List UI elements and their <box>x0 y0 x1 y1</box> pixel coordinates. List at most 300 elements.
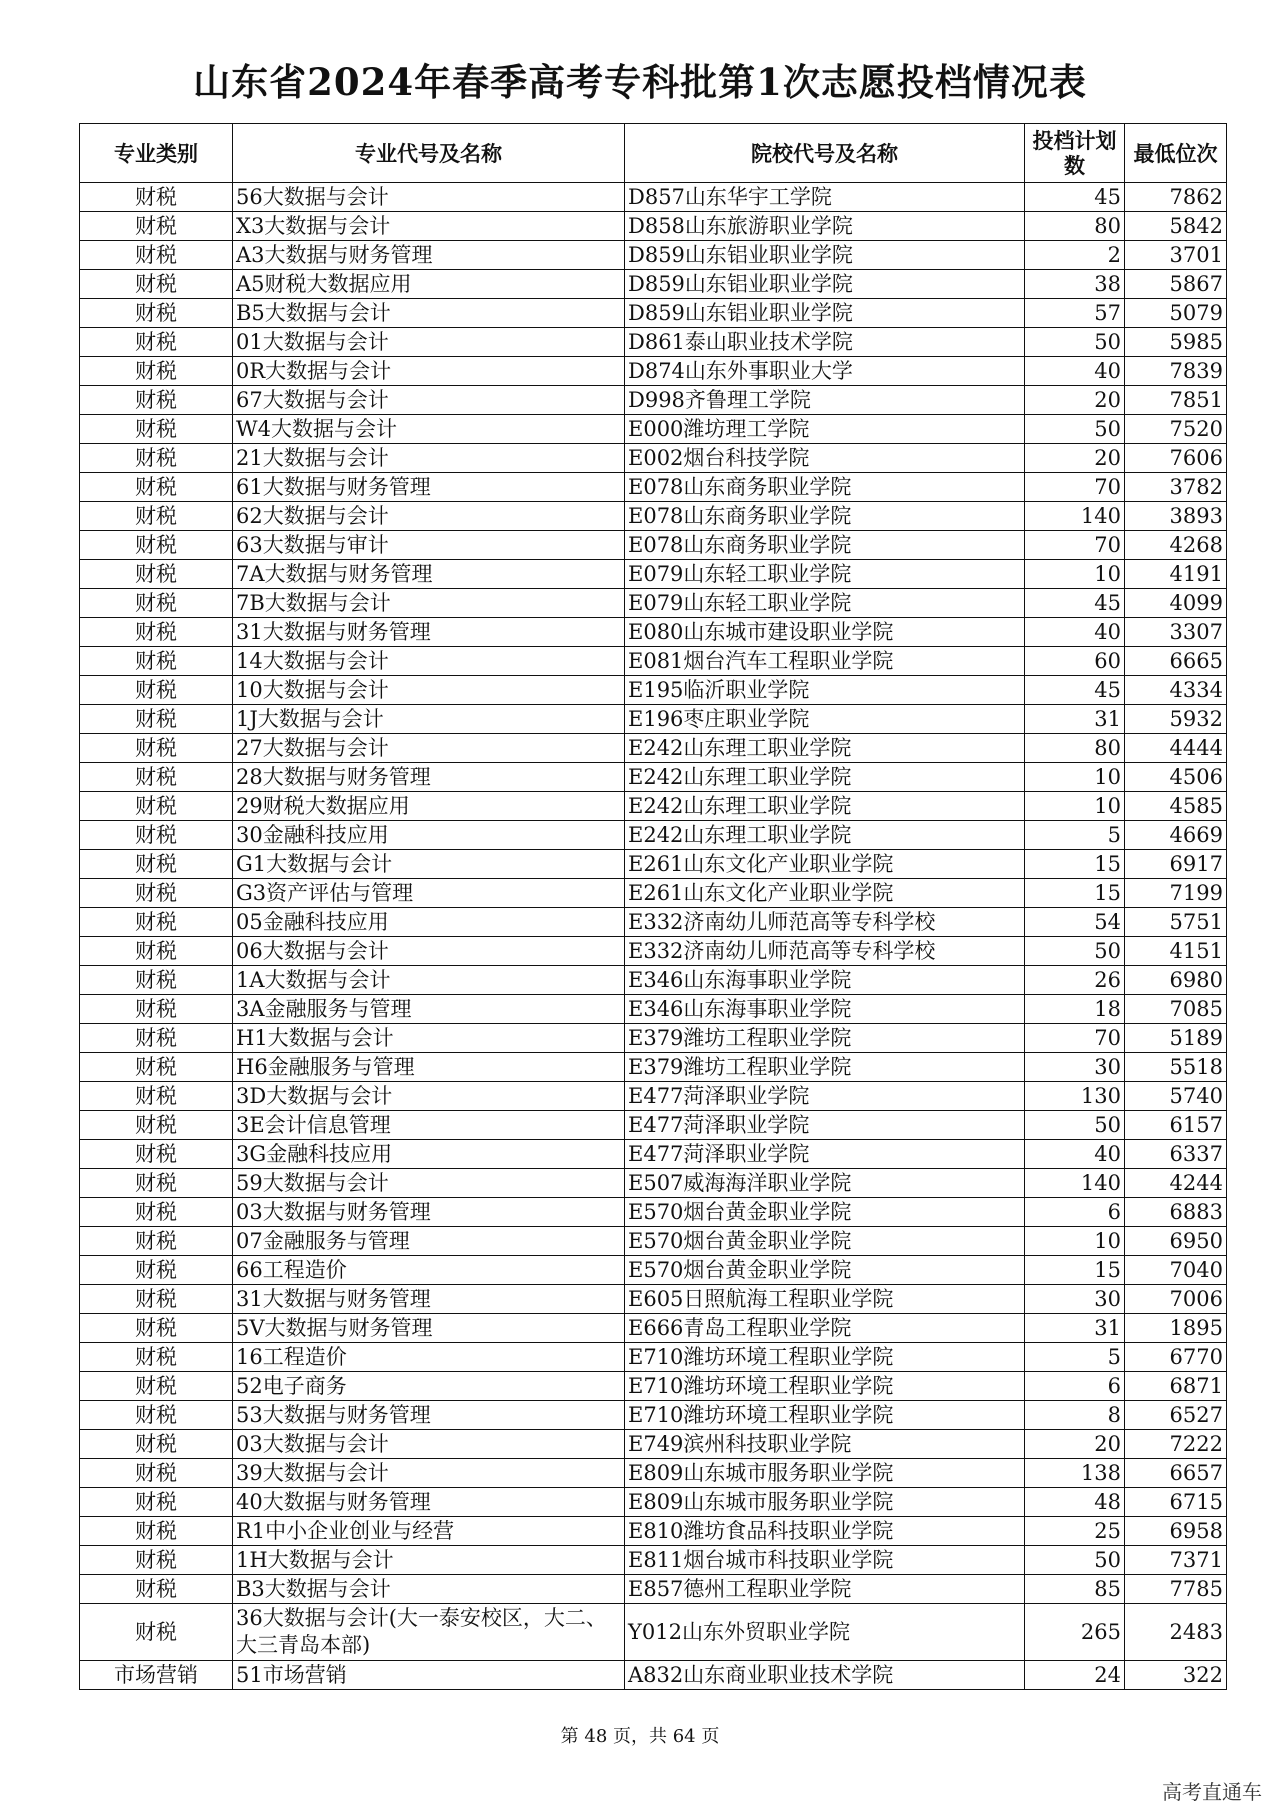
cell-min-rank: 7606 <box>1125 444 1227 473</box>
table-row <box>80 1140 1227 1169</box>
cell-school: E081烟台汽车工程职业学院 <box>625 647 1025 676</box>
cell-major: 52电子商务 <box>233 1372 625 1401</box>
cell-major: 61大数据与财务管理 <box>233 473 625 502</box>
cell-min-rank: 322 <box>1125 1661 1227 1690</box>
cell-category: 财税 <box>80 502 233 531</box>
cell-school: D859山东铝业职业学院 <box>625 299 1025 328</box>
cell-school: D859山东铝业职业学院 <box>625 270 1025 299</box>
cell-school: E242山东理工职业学院 <box>625 792 1025 821</box>
cell-school: E000潍坊理工学院 <box>625 415 1025 444</box>
cell-major: 62大数据与会计 <box>233 502 625 531</box>
table-row <box>80 444 1227 473</box>
cell-school: E080山东城市建设职业学院 <box>625 618 1025 647</box>
cell-category: 财税 <box>80 763 233 792</box>
cell-category: 财税 <box>80 1430 233 1459</box>
cell-major: 3D大数据与会计 <box>233 1082 625 1111</box>
cell-plan: 57 <box>1025 299 1125 328</box>
table-row <box>80 328 1227 357</box>
cell-min-rank: 7085 <box>1125 995 1227 1024</box>
cell-school: E078山东商务职业学院 <box>625 502 1025 531</box>
cell-plan: 6 <box>1025 1372 1125 1401</box>
table-row <box>80 1285 1227 1314</box>
table-row <box>80 995 1227 1024</box>
cell-category: 财税 <box>80 850 233 879</box>
cell-major: 66工程造价 <box>233 1256 625 1285</box>
cell-category: 财税 <box>80 357 233 386</box>
cell-category: 财税 <box>80 908 233 937</box>
cell-school: E605日照航海工程职业学院 <box>625 1285 1025 1314</box>
table-row <box>80 473 1227 502</box>
table-row <box>80 1488 1227 1517</box>
cell-major: 51市场营销 <box>233 1661 625 1690</box>
cell-plan: 8 <box>1025 1401 1125 1430</box>
cell-major: G1大数据与会计 <box>233 850 625 879</box>
cell-major: 3E会计信息管理 <box>233 1111 625 1140</box>
cell-min-rank: 7520 <box>1125 415 1227 444</box>
cell-school: E809山东城市服务职业学院 <box>625 1488 1025 1517</box>
cell-plan: 45 <box>1025 676 1125 705</box>
cell-min-rank: 4506 <box>1125 763 1227 792</box>
cell-category: 财税 <box>80 995 233 1024</box>
cell-category: 财税 <box>80 1343 233 1372</box>
table-row <box>80 850 1227 879</box>
admission-table <box>79 123 1227 1690</box>
table-row <box>80 908 1227 937</box>
cell-major: 3G金融科技应用 <box>233 1140 625 1169</box>
cell-min-rank: 4669 <box>1125 821 1227 850</box>
table-row <box>80 1575 1227 1604</box>
table-row <box>80 618 1227 647</box>
cell-major: 1J大数据与会计 <box>233 705 625 734</box>
cell-major: R1中小企业创业与经营 <box>233 1517 625 1546</box>
table-row <box>80 1459 1227 1488</box>
cell-major: 1H大数据与会计 <box>233 1546 625 1575</box>
cell-min-rank: 7006 <box>1125 1285 1227 1314</box>
table-row <box>80 386 1227 415</box>
cell-school: E810潍坊食品科技职业学院 <box>625 1517 1025 1546</box>
cell-min-rank: 6657 <box>1125 1459 1227 1488</box>
cell-category: 财税 <box>80 183 233 212</box>
cell-plan: 2 <box>1025 241 1125 270</box>
table-row <box>80 1604 1227 1661</box>
cell-category: 财税 <box>80 1024 233 1053</box>
cell-min-rank: 5842 <box>1125 212 1227 241</box>
cell-major: X3大数据与会计 <box>233 212 625 241</box>
cell-school: Y012山东外贸职业学院 <box>625 1604 1025 1661</box>
cell-category: 财税 <box>80 1082 233 1111</box>
table-row <box>80 589 1227 618</box>
cell-major: B3大数据与会计 <box>233 1575 625 1604</box>
header-school: 院校代号及名称 <box>625 124 1025 183</box>
cell-category: 财税 <box>80 1111 233 1140</box>
table-row <box>80 357 1227 386</box>
cell-category: 财税 <box>80 212 233 241</box>
table-row <box>80 1430 1227 1459</box>
table-row <box>80 937 1227 966</box>
cell-plan: 30 <box>1025 1053 1125 1082</box>
cell-major: 7B大数据与会计 <box>233 589 625 618</box>
cell-major: 31大数据与财务管理 <box>233 618 625 647</box>
cell-school: D998齐鲁理工学院 <box>625 386 1025 415</box>
cell-school: E332济南幼儿师范高等专科学校 <box>625 937 1025 966</box>
cell-school: E346山东海事职业学院 <box>625 995 1025 1024</box>
watermark: 高考直通车 <box>1162 1780 1262 1804</box>
cell-school: E002烟台科技学院 <box>625 444 1025 473</box>
cell-min-rank: 5740 <box>1125 1082 1227 1111</box>
cell-plan: 50 <box>1025 1546 1125 1575</box>
cell-major: B5大数据与会计 <box>233 299 625 328</box>
cell-category: 财税 <box>80 618 233 647</box>
cell-min-rank: 6917 <box>1125 850 1227 879</box>
cell-plan: 70 <box>1025 1024 1125 1053</box>
cell-category: 财税 <box>80 1401 233 1430</box>
cell-major: 03大数据与财务管理 <box>233 1198 625 1227</box>
cell-major: G3资产评估与管理 <box>233 879 625 908</box>
table-row <box>80 966 1227 995</box>
cell-min-rank: 7222 <box>1125 1430 1227 1459</box>
cell-category: 财税 <box>80 879 233 908</box>
cell-major: 10大数据与会计 <box>233 676 625 705</box>
cell-plan: 5 <box>1025 1343 1125 1372</box>
cell-min-rank: 7839 <box>1125 357 1227 386</box>
cell-plan: 80 <box>1025 212 1125 241</box>
cell-category: 财税 <box>80 1256 233 1285</box>
cell-major: 29财税大数据应用 <box>233 792 625 821</box>
table-row <box>80 1227 1227 1256</box>
cell-min-rank: 6527 <box>1125 1401 1227 1430</box>
cell-category: 财税 <box>80 241 233 270</box>
cell-min-rank: 5932 <box>1125 705 1227 734</box>
cell-school: D857山东华宇工学院 <box>625 183 1025 212</box>
header-category: 专业类别 <box>80 124 233 183</box>
cell-min-rank: 4444 <box>1125 734 1227 763</box>
cell-min-rank: 7371 <box>1125 1546 1227 1575</box>
cell-school: E507威海海洋职业学院 <box>625 1169 1025 1198</box>
cell-school: E261山东文化产业职业学院 <box>625 879 1025 908</box>
cell-min-rank: 6770 <box>1125 1343 1227 1372</box>
cell-category: 财税 <box>80 1546 233 1575</box>
cell-plan: 50 <box>1025 1111 1125 1140</box>
cell-major: 40大数据与财务管理 <box>233 1488 625 1517</box>
cell-category: 财税 <box>80 473 233 502</box>
cell-school: E857德州工程职业学院 <box>625 1575 1025 1604</box>
cell-plan: 10 <box>1025 1227 1125 1256</box>
table-row <box>80 676 1227 705</box>
cell-category: 财税 <box>80 589 233 618</box>
cell-category: 财税 <box>80 966 233 995</box>
table-row <box>80 1111 1227 1140</box>
cell-plan: 25 <box>1025 1517 1125 1546</box>
cell-plan: 10 <box>1025 560 1125 589</box>
cell-category: 财税 <box>80 1140 233 1169</box>
table-row <box>80 212 1227 241</box>
cell-min-rank: 5079 <box>1125 299 1227 328</box>
cell-plan: 130 <box>1025 1082 1125 1111</box>
cell-min-rank: 3782 <box>1125 473 1227 502</box>
cell-major: A5财税大数据应用 <box>233 270 625 299</box>
cell-category: 财税 <box>80 647 233 676</box>
cell-plan: 20 <box>1025 386 1125 415</box>
cell-category: 财税 <box>80 1517 233 1546</box>
cell-category: 财税 <box>80 821 233 850</box>
cell-plan: 10 <box>1025 763 1125 792</box>
header-plan: 投档计划数 <box>1025 124 1125 183</box>
cell-plan: 50 <box>1025 328 1125 357</box>
cell-min-rank: 3893 <box>1125 502 1227 531</box>
table-row <box>80 763 1227 792</box>
cell-plan: 60 <box>1025 647 1125 676</box>
cell-category: 财税 <box>80 1459 233 1488</box>
table-row <box>80 1546 1227 1575</box>
cell-plan: 10 <box>1025 792 1125 821</box>
cell-plan: 6 <box>1025 1198 1125 1227</box>
cell-min-rank: 5867 <box>1125 270 1227 299</box>
cell-school: E379潍坊工程职业学院 <box>625 1053 1025 1082</box>
table-row <box>80 183 1227 212</box>
cell-category: 财税 <box>80 1169 233 1198</box>
page-number: 第 48 页，共 64 页 <box>560 1726 720 1747</box>
table-row <box>80 415 1227 444</box>
cell-min-rank: 4151 <box>1125 937 1227 966</box>
cell-plan: 45 <box>1025 183 1125 212</box>
cell-school: E570烟台黄金职业学院 <box>625 1227 1025 1256</box>
cell-school: E242山东理工职业学院 <box>625 763 1025 792</box>
cell-school: A832山东商业职业技术学院 <box>625 1661 1025 1690</box>
cell-category: 财税 <box>80 1372 233 1401</box>
cell-category: 市场营销 <box>80 1661 233 1690</box>
cell-category: 财税 <box>80 1227 233 1256</box>
cell-plan: 85 <box>1025 1575 1125 1604</box>
cell-min-rank: 7851 <box>1125 386 1227 415</box>
cell-major: 0R大数据与会计 <box>233 357 625 386</box>
cell-plan: 140 <box>1025 502 1125 531</box>
cell-min-rank: 4244 <box>1125 1169 1227 1198</box>
cell-major: H6金融服务与管理 <box>233 1053 625 1082</box>
cell-school: E710潍坊环境工程职业学院 <box>625 1372 1025 1401</box>
cell-school: E261山东文化产业职业学院 <box>625 850 1025 879</box>
cell-school: E079山东轻工职业学院 <box>625 589 1025 618</box>
cell-category: 财税 <box>80 270 233 299</box>
cell-school: D861泰山职业技术学院 <box>625 328 1025 357</box>
cell-plan: 15 <box>1025 850 1125 879</box>
cell-school: E195临沂职业学院 <box>625 676 1025 705</box>
header-major: 专业代号及名称 <box>233 124 625 183</box>
cell-min-rank: 6958 <box>1125 1517 1227 1546</box>
cell-category: 财税 <box>80 1285 233 1314</box>
cell-school: E710潍坊环境工程职业学院 <box>625 1401 1025 1430</box>
cell-plan: 31 <box>1025 1314 1125 1343</box>
cell-min-rank: 6157 <box>1125 1111 1227 1140</box>
cell-category: 财税 <box>80 1198 233 1227</box>
cell-plan: 140 <box>1025 1169 1125 1198</box>
table-row <box>80 1198 1227 1227</box>
cell-major: W4大数据与会计 <box>233 415 625 444</box>
table-row <box>80 734 1227 763</box>
cell-plan: 18 <box>1025 995 1125 1024</box>
table-row <box>80 705 1227 734</box>
cell-min-rank: 7040 <box>1125 1256 1227 1285</box>
cell-category: 财税 <box>80 1314 233 1343</box>
cell-school: E242山东理工职业学院 <box>625 734 1025 763</box>
cell-category: 财税 <box>80 386 233 415</box>
cell-plan: 5 <box>1025 821 1125 850</box>
cell-school: E196枣庄职业学院 <box>625 705 1025 734</box>
cell-major: 56大数据与会计 <box>233 183 625 212</box>
cell-category: 财税 <box>80 1604 233 1661</box>
cell-category: 财税 <box>80 1488 233 1517</box>
cell-school: E379潍坊工程职业学院 <box>625 1024 1025 1053</box>
cell-min-rank: 4585 <box>1125 792 1227 821</box>
cell-school: E477菏泽职业学院 <box>625 1140 1025 1169</box>
table-row <box>80 531 1227 560</box>
cell-min-rank: 4268 <box>1125 531 1227 560</box>
cell-category: 财税 <box>80 444 233 473</box>
cell-min-rank: 4191 <box>1125 560 1227 589</box>
cell-major: 06大数据与会计 <box>233 937 625 966</box>
cell-plan: 40 <box>1025 618 1125 647</box>
cell-school: E332济南幼儿师范高等专科学校 <box>625 908 1025 937</box>
cell-plan: 40 <box>1025 357 1125 386</box>
cell-school: E078山东商务职业学院 <box>625 473 1025 502</box>
cell-major: 07金融服务与管理 <box>233 1227 625 1256</box>
cell-min-rank: 5518 <box>1125 1053 1227 1082</box>
table-row <box>80 1343 1227 1372</box>
table-row <box>80 1661 1227 1690</box>
table-row <box>80 1256 1227 1285</box>
table-row <box>80 270 1227 299</box>
cell-major: 1A大数据与会计 <box>233 966 625 995</box>
cell-major: 53大数据与财务管理 <box>233 1401 625 1430</box>
table-row <box>80 647 1227 676</box>
cell-category: 财税 <box>80 1575 233 1604</box>
cell-school: E346山东海事职业学院 <box>625 966 1025 995</box>
cell-category: 财税 <box>80 560 233 589</box>
cell-plan: 40 <box>1025 1140 1125 1169</box>
cell-min-rank: 4099 <box>1125 589 1227 618</box>
header-min-rank: 最低位次 <box>1125 124 1227 183</box>
table-row <box>80 1401 1227 1430</box>
cell-category: 财税 <box>80 792 233 821</box>
cell-category: 财税 <box>80 937 233 966</box>
cell-school: E749滨州科技职业学院 <box>625 1430 1025 1459</box>
table-row <box>80 821 1227 850</box>
cell-major: 14大数据与会计 <box>233 647 625 676</box>
table-row <box>80 560 1227 589</box>
cell-min-rank: 3701 <box>1125 241 1227 270</box>
cell-min-rank: 1895 <box>1125 1314 1227 1343</box>
table-row <box>80 1053 1227 1082</box>
cell-plan: 26 <box>1025 966 1125 995</box>
cell-school: E710潍坊环境工程职业学院 <box>625 1343 1025 1372</box>
cell-plan: 24 <box>1025 1661 1125 1690</box>
cell-category: 财税 <box>80 299 233 328</box>
table-row <box>80 299 1227 328</box>
cell-major: 28大数据与财务管理 <box>233 763 625 792</box>
cell-category: 财税 <box>80 415 233 444</box>
table-row <box>80 1314 1227 1343</box>
cell-min-rank: 6980 <box>1125 966 1227 995</box>
cell-plan: 54 <box>1025 908 1125 937</box>
cell-school: E666青岛工程职业学院 <box>625 1314 1025 1343</box>
cell-min-rank: 7199 <box>1125 879 1227 908</box>
table-row <box>80 1082 1227 1111</box>
cell-school: D874山东外事职业大学 <box>625 357 1025 386</box>
cell-min-rank: 2483 <box>1125 1604 1227 1661</box>
table-header-row <box>80 124 1227 183</box>
cell-major: 16工程造价 <box>233 1343 625 1372</box>
cell-plan: 80 <box>1025 734 1125 763</box>
cell-major: 30金融科技应用 <box>233 821 625 850</box>
cell-school: D858山东旅游职业学院 <box>625 212 1025 241</box>
cell-school: E078山东商务职业学院 <box>625 531 1025 560</box>
cell-plan: 70 <box>1025 473 1125 502</box>
cell-school: E242山东理工职业学院 <box>625 821 1025 850</box>
cell-category: 财税 <box>80 676 233 705</box>
cell-category: 财税 <box>80 734 233 763</box>
cell-min-rank: 6715 <box>1125 1488 1227 1517</box>
cell-major: 31大数据与财务管理 <box>233 1285 625 1314</box>
cell-min-rank: 5751 <box>1125 908 1227 937</box>
cell-plan: 50 <box>1025 937 1125 966</box>
cell-category: 财税 <box>80 705 233 734</box>
cell-major: H1大数据与会计 <box>233 1024 625 1053</box>
cell-major: 67大数据与会计 <box>233 386 625 415</box>
cell-major: 03大数据与会计 <box>233 1430 625 1459</box>
cell-min-rank: 7862 <box>1125 183 1227 212</box>
cell-school: D859山东铝业职业学院 <box>625 241 1025 270</box>
cell-min-rank: 6337 <box>1125 1140 1227 1169</box>
cell-major: 27大数据与会计 <box>233 734 625 763</box>
cell-major: 21大数据与会计 <box>233 444 625 473</box>
cell-min-rank: 4334 <box>1125 676 1227 705</box>
cell-plan: 38 <box>1025 270 1125 299</box>
cell-major: 7A大数据与财务管理 <box>233 560 625 589</box>
cell-plan: 50 <box>1025 415 1125 444</box>
cell-plan: 20 <box>1025 1430 1125 1459</box>
table-row <box>80 1169 1227 1198</box>
cell-major: 01大数据与会计 <box>233 328 625 357</box>
cell-school: E570烟台黄金职业学院 <box>625 1256 1025 1285</box>
cell-major: 59大数据与会计 <box>233 1169 625 1198</box>
table-row <box>80 1372 1227 1401</box>
cell-major: 5V大数据与财务管理 <box>233 1314 625 1343</box>
cell-min-rank: 5985 <box>1125 328 1227 357</box>
cell-major: 63大数据与审计 <box>233 531 625 560</box>
cell-school: E477菏泽职业学院 <box>625 1082 1025 1111</box>
cell-category: 财税 <box>80 531 233 560</box>
table-row <box>80 792 1227 821</box>
cell-plan: 70 <box>1025 531 1125 560</box>
cell-plan: 45 <box>1025 589 1125 618</box>
cell-min-rank: 5189 <box>1125 1024 1227 1053</box>
cell-min-rank: 6871 <box>1125 1372 1227 1401</box>
cell-major: A3大数据与财务管理 <box>233 241 625 270</box>
cell-school: E811烟台城市科技职业学院 <box>625 1546 1025 1575</box>
cell-min-rank: 6950 <box>1125 1227 1227 1256</box>
cell-plan: 48 <box>1025 1488 1125 1517</box>
cell-category: 财税 <box>80 328 233 357</box>
table-row <box>80 1517 1227 1546</box>
page-title: 山东省2024年春季高考专科批第1次志愿投档情况表 <box>193 60 1087 104</box>
cell-min-rank: 3307 <box>1125 618 1227 647</box>
cell-major: 3A金融服务与管理 <box>233 995 625 1024</box>
table-row <box>80 241 1227 270</box>
table-row <box>80 1024 1227 1053</box>
cell-plan: 138 <box>1025 1459 1125 1488</box>
table-row <box>80 879 1227 908</box>
cell-major: 36大数据与会计(大一泰安校区，大二、大三青岛本部) <box>233 1604 625 1661</box>
cell-plan: 30 <box>1025 1285 1125 1314</box>
